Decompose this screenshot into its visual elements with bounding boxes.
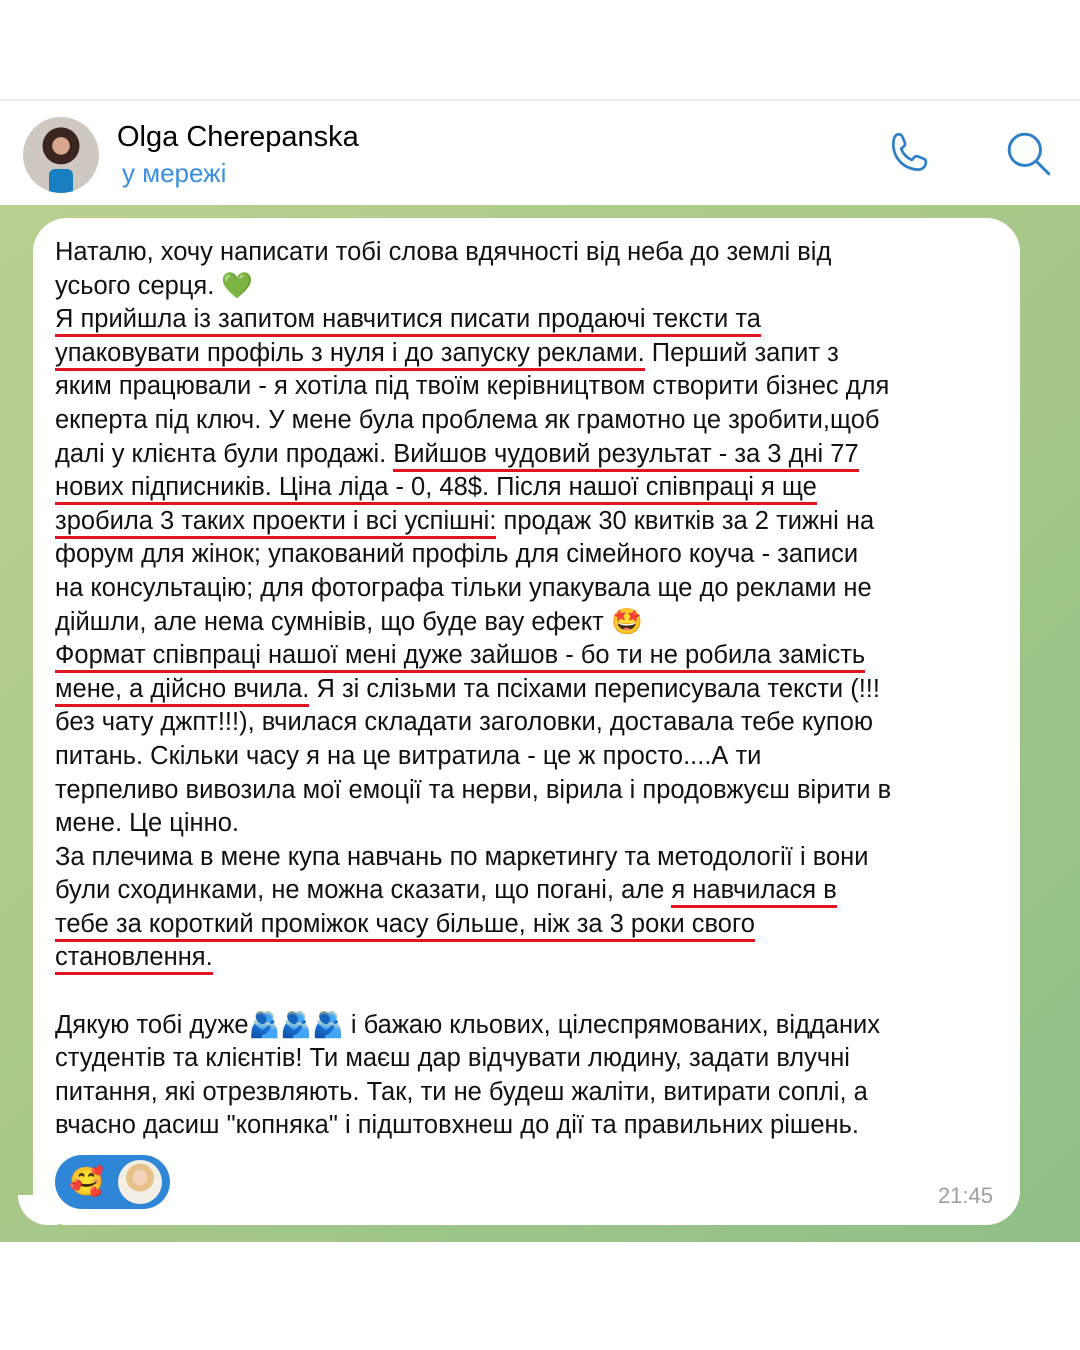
text-segment: Я зі слізьми та псіхами переписувала тексти (!!!: [309, 674, 880, 703]
message-line: [55, 908, 891, 942]
message-line: [55, 505, 891, 539]
highlighted-text: мене, а дійсно вчила.: [55, 675, 309, 707]
text-segment: За плечима в мене купа навчань по маркетингу та методології і вони: [55, 842, 869, 871]
reaction-emoji: 🥰: [69, 1166, 104, 1197]
text-segment: Дякую тобі дуже🫂🫂🫂 і бажаю кльових, цілеспрямованих, відданих: [55, 1010, 881, 1039]
message-line: [55, 975, 891, 1009]
message-line: [55, 538, 891, 572]
message-text: [55, 236, 891, 1143]
message-line: [55, 236, 891, 270]
text-segment: питань. Скільки часу я на це витратила - це ж просто....А ти: [55, 741, 762, 770]
highlighted-text: нових підписників. Ціна ліда - 0, 48$. Після нашої співпраці я ще: [55, 473, 817, 505]
text-segment: яким працювали - я хотіла під твоїм керівництвом створити бізнес для: [55, 372, 890, 401]
message-line: [55, 370, 891, 404]
message-line: [55, 841, 891, 875]
message-line: [55, 270, 891, 304]
text-segment: екперта під ключ. У мене була проблема як грамотно це зробити,щоб: [55, 405, 880, 434]
highlighted-text: тебе за короткий проміжок часу більше, ніж за 3 роки свого: [55, 910, 755, 942]
search-icon[interactable]: [1004, 129, 1054, 184]
text-segment: мене. Це цінно.: [55, 809, 239, 838]
message-line: [55, 941, 891, 975]
text-segment: Перший запит з: [644, 338, 839, 367]
text-segment: питання, які отрезвляють. Так, ти не будеш жаліти, витирати соплі, а: [55, 1077, 868, 1106]
highlighted-text: Я прийшла із запитом навчитися писати продаючі тексти та: [55, 305, 761, 337]
message-line: [55, 1109, 891, 1143]
text-segment: на консультацію; для фотографа тільки упакувала ще до реклами не: [55, 573, 872, 602]
message-bubble[interactable]: [33, 218, 1020, 1225]
reaction-pill[interactable]: [55, 1155, 170, 1209]
text-segment: дійшли, але нема сумнівів, що буде вау ефект 🤩: [55, 607, 643, 636]
message-line: [55, 639, 891, 673]
contact-name[interactable]: Olga Cherepanska: [117, 121, 359, 153]
text-segment: без чату джпт!!!), вчилася складати заголовки, доставала тебе купою: [55, 708, 874, 737]
message-line: [55, 1076, 891, 1110]
message-line: [55, 471, 891, 505]
message-line: [55, 606, 891, 640]
text-segment: Наталю, хочу написати тобі слова вдячності від неба до землі від: [55, 238, 832, 266]
text-segment: терпеливо вивозила мої емоції та нерви, вірила і продовжуєш вірити в: [55, 775, 892, 804]
message-line: [55, 1042, 891, 1076]
message-line: [55, 673, 891, 707]
message-line: [55, 774, 891, 808]
message-line: [55, 740, 891, 774]
message-line: [55, 404, 891, 438]
bottom-area: [0, 1242, 1080, 1350]
highlighted-text: я навчилася в: [671, 876, 836, 908]
message-line: [55, 874, 891, 908]
message-line: [55, 438, 891, 472]
message-line: [55, 1009, 891, 1043]
chat-background: [0, 205, 1080, 1242]
highlighted-text: становлення.: [55, 943, 213, 975]
message-time: 21:45: [937, 1183, 993, 1208]
chat-header: [0, 101, 1080, 205]
text-segment: студентів та клієнтів! Ти маєш дар відчувати людину, задати влучні: [55, 1044, 850, 1073]
contact-status: у мережі: [122, 158, 227, 188]
message-line: [55, 572, 891, 606]
text-segment: усього серця. 💚: [55, 271, 254, 300]
text-segment: далі у клієнта були продажі.: [55, 439, 394, 468]
message-line: [55, 303, 891, 337]
message-line: [55, 337, 891, 371]
highlighted-text: зробила 3 таких проекти і всі успішні:: [55, 507, 496, 539]
message-line: [55, 807, 891, 841]
contact-avatar[interactable]: [23, 117, 99, 193]
highlighted-text: упаковувати профіль з нуля і до запуску реклами.: [55, 339, 645, 371]
text-segment: вчасно дасиш "копняка" і підштовхнеш до дії та правильних рішень.: [55, 1111, 859, 1140]
reactor-avatar: [118, 1160, 162, 1204]
text-segment: були сходинками, не можна сказати, що погані, але: [55, 876, 672, 905]
highlighted-text: Вийшов чудовий результат - за 3 дні 77: [393, 440, 858, 472]
text-segment: продаж 30 квитків за 2 тижні на: [496, 506, 875, 535]
highlighted-text: Формат співпраці нашої мені дуже зайшов - бо ти не робила замість: [55, 641, 865, 673]
message-line: [55, 706, 891, 740]
text-segment: форум для жінок; упакований профіль для сімейного коуча - записи: [55, 540, 859, 569]
phone-icon[interactable]: [885, 129, 935, 184]
